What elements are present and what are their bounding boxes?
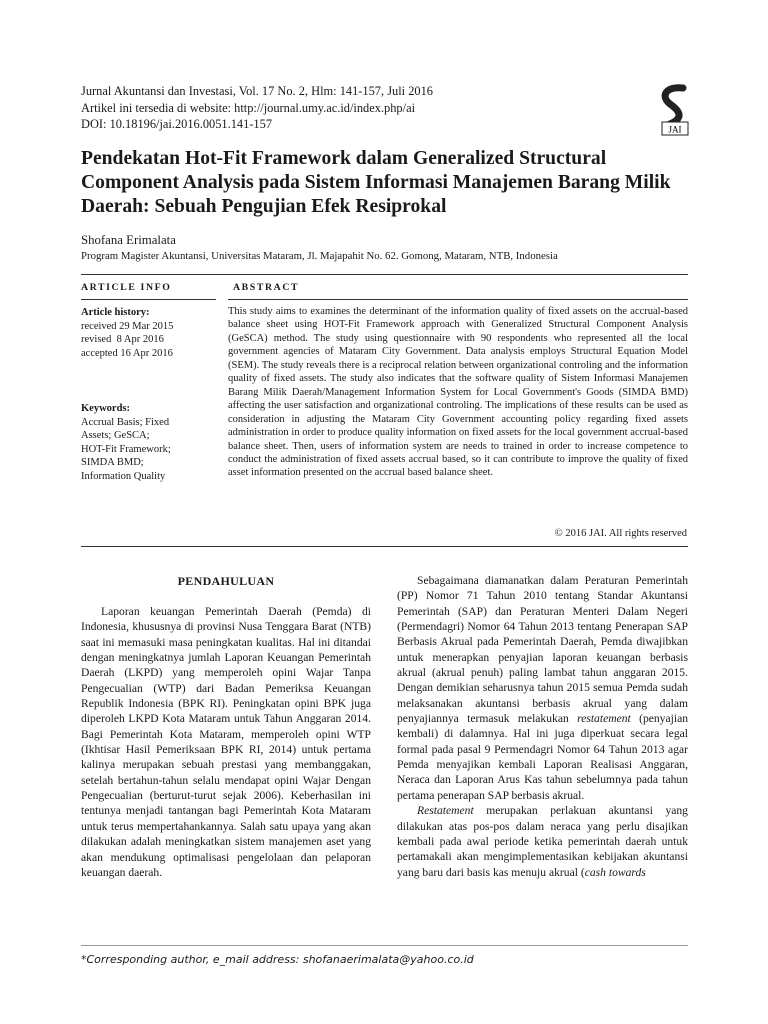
paragraph: Restatement merupakan perlakuan akuntansi yang dilakukan atas pos-pos dalam neraca yang perlu disajikan kembali pada awal periode ketika pemerintah daerah untuk pertamakali akan mengimplementasikan kebijakan akuntansi yang baru dari basis kas menuju akrual (cash towards — [397, 804, 688, 879]
section-heading: PENDAHULUAN — [177, 574, 275, 588]
journal-header — [81, 83, 433, 133]
history-title: Article history: — [81, 307, 150, 318]
keyword-line: SIMDA BMD; — [81, 457, 144, 469]
keywords-title: Keywords: — [81, 403, 130, 414]
copyright-notice: © 2016 JAI. All rights reserved — [554, 528, 687, 539]
top-divider — [81, 274, 688, 275]
journal-doi[interactable]: DOI: 10.18196/jai.2016.0051.141-157 — [81, 117, 273, 132]
footnote-divider — [81, 945, 688, 946]
corresponding-author-footnote: *Corresponding author, e_mail address: shofanaerimalata@yahoo.co.id — [81, 953, 474, 966]
keywords-list — [81, 416, 211, 483]
author-affiliation: Program Magister Akuntansi, Universitas Mataram, Jl. Majapahit No. 62. Gomong, Mataram, NTB, Indonesia — [81, 250, 558, 262]
article-title: Pendekatan Hot-Fit Framework dalam Generalized Structural Component Analysis pada Sistem Informasi Manajemen Barang Milik Daerah: Sebuah Pengujian Efek Resiprokal — [81, 148, 671, 218]
keyword-line: Accrual Basis; Fixed — [81, 417, 170, 428]
history-accepted: accepted 16 Apr 2016 — [81, 347, 173, 359]
history-revised: revised 8 Apr 2016 — [81, 334, 164, 346]
body-column-left — [81, 604, 371, 880]
body-column-right — [397, 573, 688, 880]
journal-citation: Jurnal Akuntansi dan Investasi, Vol. 17 No. 2, Hlm: 141-157, Juli 2016 — [81, 84, 433, 98]
paragraph: Laporan keuangan Pemerintah Daerah (Pemda) di Indonesia, khususnya di provinsi Nusa Tenggara Barat (NTB) saat ini memasuki masa peningkatan kualitas. Hal ini ditandai dengan meningkatnya jumlah Laporan Keuangan Pemerintah Daerah (LKPD) yang memperoleh opini Wajar Tanpa Pengecualian (WTP) dari Badan Pemeriksa Keuangan Republik Indonesia (BPK RI). Peningkatan opini BPK juga diperoleh LKPD Kota Mataram untuk Tahun Anggaran 2014. Bagi Pemerintah Kota Mataram, memperoleh opini WTP (Ikhtisar Hasil Pemeriksaan BPK RI, 2014) untuk pertama kalinya merupakan sebuah prestasi yang membanggakan, setelah bertahun-tahun selalu mendapat opini Wajar Dengan Pengecualian (berturut-turut sejak 2006). Keberhasilan ini tentunya menjadi tantangan bagi Pemerintah Kota Mataram untuk terus mempertahankannya. Salah satu upaya yang akan dilakukan adalah meningkatkan sistem manajemen aset yang akan mendukung optimalisasi pengelolaan dan pelaporan keuangan daerah. — [81, 605, 371, 879]
history-received: received 29 Mar 2015 — [81, 321, 174, 332]
jai-logo-icon — [656, 84, 694, 136]
keyword-line: Information Quality — [81, 470, 166, 482]
article-info-divider — [81, 299, 216, 300]
journal-website[interactable]: Artikel ini tersedia di website: http://journal.umy.ac.id/index.php/ai — [81, 100, 416, 115]
article-info-heading: ARTICLE INFO — [81, 282, 172, 293]
history-list — [81, 320, 173, 360]
paragraph: Sebagaimana diamanatkan dalam Peraturan Pemerintah (PP) Nomor 71 Tahun 2010 tentang Standar Akuntansi Pemerintah (SAP) dan Peraturan Menteri Dalam Negeri (Permendagri) Nomor 64 Tahun 2013 tentang Penerapan SAP Berbasis Akrual pada Pemerintah Daerah, Pemda diwajibkan untuk menerapkan penyajian laporan keuangan berbasis akrual (akrual penuh) paling lambat tahun anggaran 2015. Dengan demikian seharusnya tahun 2015 semua Pemda sudah melaksanakan akuntansi berbasis akrual yang dalam penyajiannya termasuk melakukan restatement (penyajian kembali) di dalamnya. Hal ini juga diperkuat secara legal formal pada pasal 9 Permendagri Nomor 64 Tahun 2013 agar Pemda menyajikan kembali Laporan Realisasi Anggaran, Neraca dan Laporan Arus Kas tahun sebelumnya pada tahun pertama penerapan SAP berbasis akrual. — [397, 574, 689, 802]
logo-text: JAI — [668, 124, 682, 135]
abstract-text: This study aims to examines the determinant of the information quality of fixed assets on the accrual-based balance sheet using HOT-Fit Framework approach with Generalized Structural Component Analysis (GeSCA) method. The study using questionnaire with 90 respondents who represented all the local government agencies of Mataram City Government. Data analysis employs Structural Equation Model (SEM). The study reveals there is a reciprocal relation between organizational controling and the information quality of fixed assets. The study also indicates that the software quality of Sistem Informasi Manajemen Barang Milik Daerah/Management Information System for Local Government's Goods (SIMDA BMD) affecting the user satisfaction and organizational controling. The implications of these results can be used as consideration in adjusting the Mataram City Government accounting policy regarding fixed assets administration in order to produce quality information on fixed assets for the local government accrual-based balance sheet. Then, users of information system are needs to trained in order to increase competence to conduct the administration of fixed assets accrual based, so it can contribute to improve the quality of fixed asset information presented on the accrual based balance sheet. — [228, 306, 688, 479]
abstract-bottom-divider — [81, 546, 688, 547]
author-name: Shofana Erimalata — [81, 233, 176, 247]
keyword-line: HOT-Fit Framework; — [81, 443, 171, 455]
abstract-divider — [228, 299, 688, 300]
abstract-heading: ABSTRACT — [233, 282, 300, 293]
keyword-line: Assets; GeSCA; — [81, 430, 150, 442]
